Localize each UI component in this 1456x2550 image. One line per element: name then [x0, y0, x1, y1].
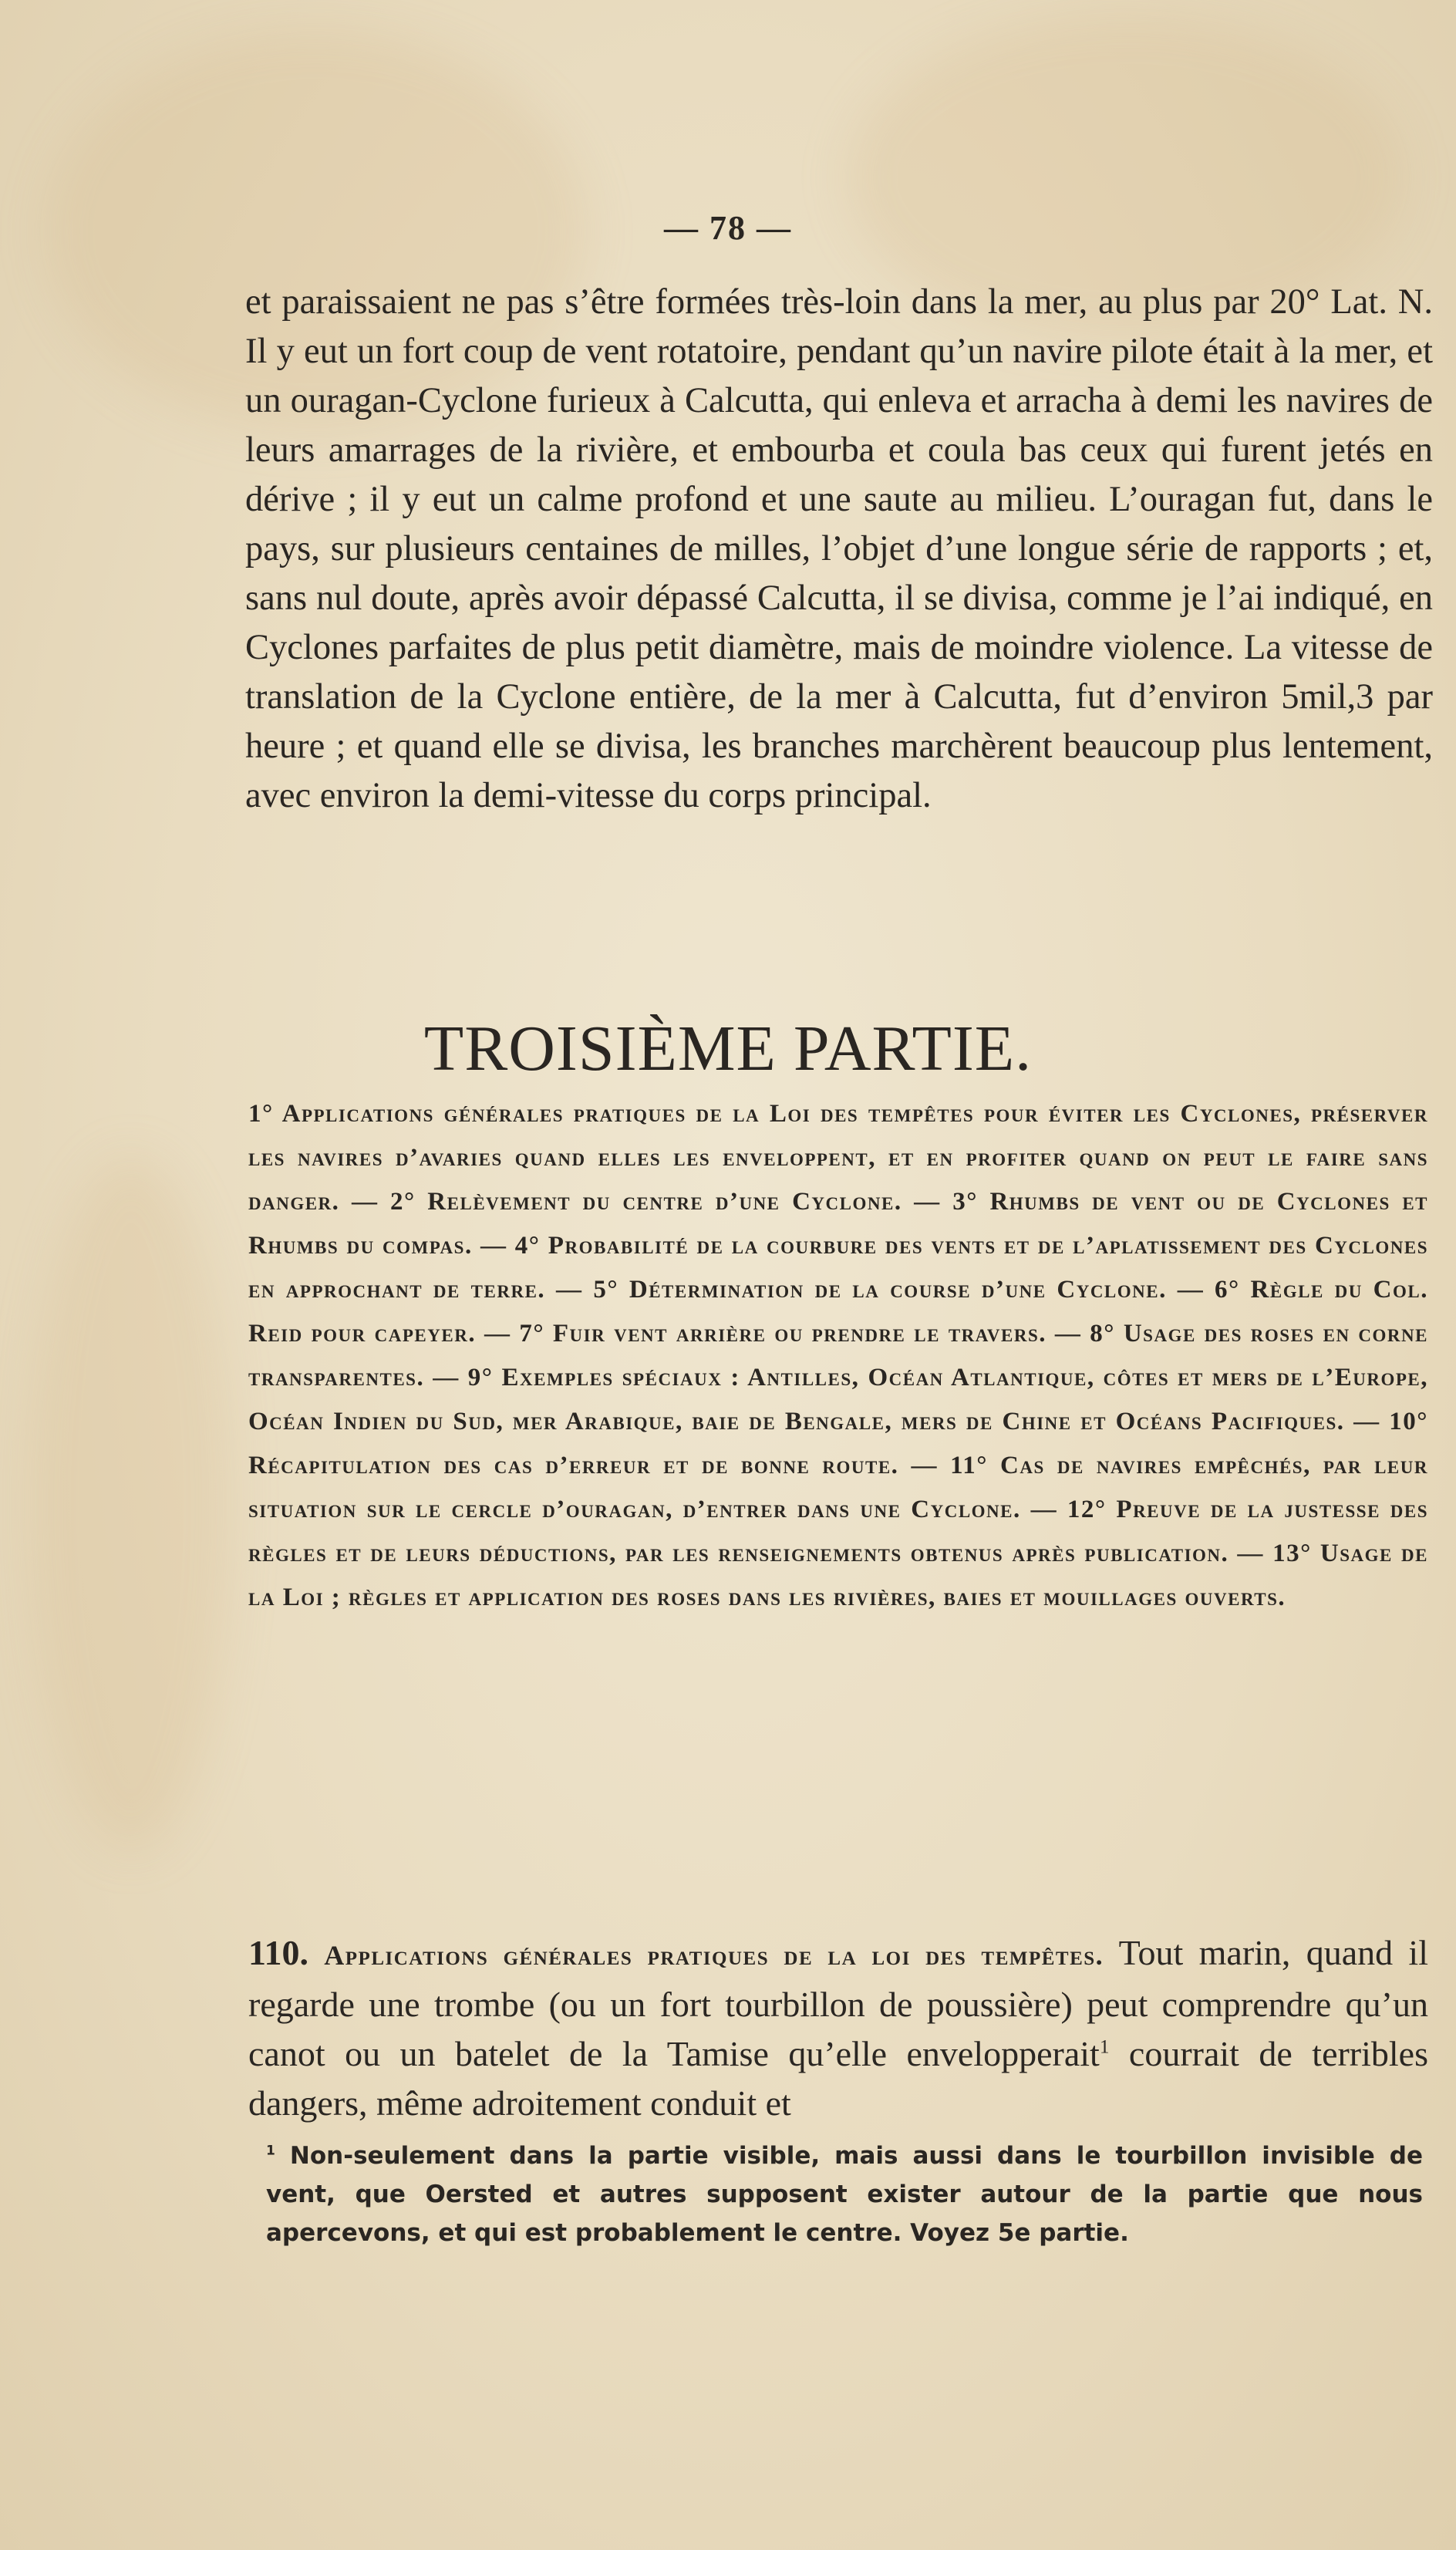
section-text: Tout marin, quand il regarde une trombe (ou un fort tourbillon de poussière) peut comprendre qu’un canot ou un batelet de la Tamise qu’elle envelopperait — [248, 1933, 1428, 2073]
section-110 — [248, 1928, 1428, 2128]
paragraph-text: et paraissaient ne pas s’être formées très-loin dans la mer, au plus par 20° Lat. N. Il y eut un fort coup de vent rotatoire, pendant qu’un navire pilote était à la mer, et un ouragan-Cyclone furieux à Calcutta, qui enleva et arracha à demi les navires de leurs amarrages de la rivière, et embourba et coula bas ceux qui furent jetés en dérive ; il y eut un calme profond et une saute au milieu. L’ouragan fut, dans le pays, sur plusieurs centaines de milles, l’objet d’une longue série de rapports ; et, sans nul doute, après avoir dépassé Calcutta, il se divisa, comme je l’ai indiqué, en Cyclones parfaites de plus petit diamètre, mais de moindre violence. La vitesse de translation de la Cyclone entière, de la mer à Calcutta, fut d’environ 5mil,3 par heure ; et quand elle se divisa, les branches marchèrent beaucoup plus lentement, avec environ la demi-vitesse du corps principal. — [245, 282, 1433, 815]
section-number: 110. — [248, 1933, 308, 1972]
part-summary: 1° Applications générales pratiques de la Loi des tempêtes pour éviter les Cyclones, préserver les navires d’avaries quand elles les enveloppent, et en profiter quand on peut le faire sans danger. — 2° Relèvement du centre d’une Cyclone. — 3° Rhumbs de vent ou de Cyclones et Rhumbs du compas. — 4° Probabilité de la courbure des vents et de l’aplatissement des Cyclones en approchant de terre. — 5° Détermination de la course d’une Cyclone. — 6° Règle du Col. Reid pour capeyer. — 7° Fuir vent arrière ou prendre le travers. — 8° Usage des roses en corne transparentes. — 9° Exemples spéciaux : Antilles, Océan Atlantique, côtes et mers de l’Europe, Océan Indien du Sud, mer Arabique, baie de Bengale, mers de Chine et Océans Pacifiques. — 10° Récapitulation des cas d’erreur et de bonne route. — 11° Cas de navires empêchés, par leur situation sur le cercle d’ouragan, d’entrer dans une Cyclone. — 12° Preuve de la justesse des règles et de leurs déductions, par les renseignements obtenus après publication. — 13° Usage de la Loi ; règles et application des roses dans les rivières, baies et mouillages ouverts. — [248, 1100, 1428, 1611]
footnote-marker: 1 — [266, 2143, 275, 2159]
section-heading: Applications générales pratiques de la loi des tempêtes. — [324, 1940, 1104, 1971]
continued-paragraph — [245, 278, 1433, 821]
section-text-continued: courrait de terribles dangers, même adroitement conduit et — [248, 2034, 1428, 2123]
page-number: — 78 — — [664, 209, 792, 247]
part-heading: TROISIÈME PARTIE. — [423, 1013, 1033, 1085]
footnote-text: Non-seulement dans la partie visible, mais aussi dans le tourbillon invisible de vent, que Oersted et autres supposent exister autour de la partie que nous apercevons, et qui est probablement le centre. Voyez 5e partie. — [266, 2142, 1424, 2247]
paper-stain — [31, 1157, 231, 1851]
footnote-reference: 1 — [1099, 2036, 1110, 2058]
footnote — [266, 2137, 1423, 2252]
